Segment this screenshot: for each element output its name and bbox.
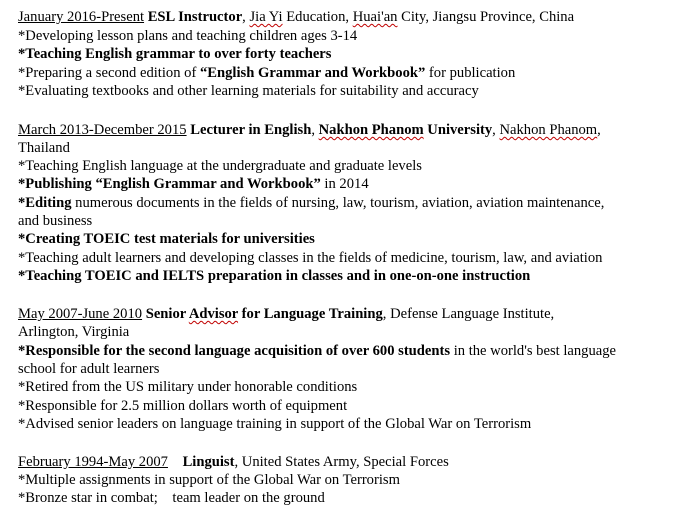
job-dates: February 1994-May 2007 [18,454,168,470]
job-dates: May 2007-June 2010 [18,306,143,322]
bullet: *Teaching English language at the undergraduate and graduate levels [18,158,422,174]
spell-flag: Nakhon Phanom [499,122,598,138]
bullet: *Publishing “English Grammar and Workbook” in 2014 [18,176,369,192]
job-header: January 2016-Present ESL Instructor, Jia Yi Education, Huai'an City, Jiangsu Province, China [18,9,575,25]
job-title: Linguist [182,454,235,470]
job-header: May 2007-June 2010 Senior Advisor for Language Training, Defense Language Institute, [18,306,555,322]
spell-flag: Huai'an [352,9,398,25]
bullet: *Responsible for 2.5 million dollars worth of equipment [18,398,348,414]
job-location: Arlington, Virginia [18,324,130,340]
job-title: Lecturer in English [190,122,312,138]
bullet: *Bronze star in combat; team leader on the ground [18,490,325,506]
bullet: *Creating TOEIC test materials for universities [18,231,315,247]
job-header: March 2013-December 2015 Lecturer in English, Nakhon Phanom University, Nakhon Phanom, [18,122,601,138]
job-dates: March 2013-December 2015 [18,122,187,138]
bullet: *Retired from the US military under honorable conditions [18,379,358,395]
bullet: *Teaching adult learners and developing classes in the fields of medicine, tourism, law, and aviation [18,250,603,266]
bullet: *Developing lesson plans and teaching children ages 3-14 [18,28,358,44]
bullet: *Preparing a second edition of “English Grammar and Workbook” for publication [18,65,516,81]
bullet: *Advised senior leaders on language training in support of the Global War on Terrorism [18,416,532,432]
job-title: ESL Instructor [147,9,243,25]
bullet: *Multiple assignments in support of the Global War on Terrorism [18,472,400,488]
job-title: Senior Advisor for Language Training [145,306,383,322]
spell-flag: Advisor [188,306,239,322]
bullet: *Teaching TOEIC and IELTS preparation in classes and in one-on-one instruction [18,268,531,284]
job-dates: January 2016-Present [18,9,145,25]
bullet-continuation: school for adult learners [18,361,160,377]
spell-flag: Nakhon Phanom [318,122,424,138]
bullet: *Editing numerous documents in the fields of nursing, law, tourism, aviation, aviation maintenance, [18,195,605,211]
job-location: Thailand [18,140,70,156]
bullet: *Responsible for the second language acquisition of over 600 students in the world's best language [18,343,617,359]
job-header: February 1994-May 2007 Linguist, United States Army, Special Forces [18,454,449,470]
bullet: *Evaluating textbooks and other learning materials for suitability and accuracy [18,83,479,99]
bullet: *Teaching English grammar to over forty teachers [18,46,332,62]
bullet-continuation: and business [18,213,93,229]
spell-flag: Jia Yi [249,9,283,25]
